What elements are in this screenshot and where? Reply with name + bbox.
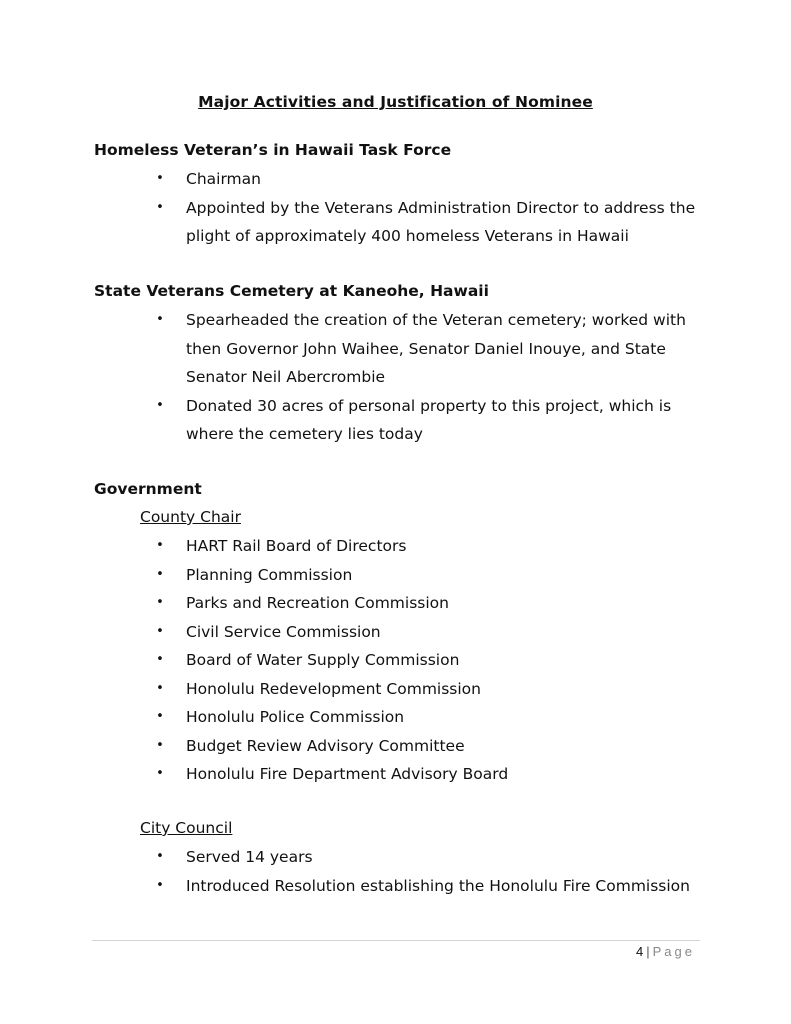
city-council-list [150,843,710,900]
bullet-icon: • [156,566,164,582]
footer-divider [92,940,700,941]
section-heading-task-force: Homeless Veteran’s in Hawaii Task Force [94,141,452,159]
subsection-heading-county-chair: County Chair [140,508,241,526]
bullet-icon: • [156,877,164,893]
list-item: • Civil Service Commission [150,618,710,647]
cemetery-list [150,306,710,449]
bullet-icon: • [156,397,164,413]
list-item: • Served 14 years [150,843,710,872]
list-item: • HART Rail Board of Directors [150,532,710,561]
page-number: 4 [636,944,644,959]
bullet-icon: • [156,680,164,696]
list-item: • Honolulu Police Commission [150,703,710,732]
list-item: • Chairman [150,165,710,194]
footer-separator: | [646,944,650,959]
list-item: • Appointed by the Veterans Administration Director to address the plight of approximately 400 homeless Veterans in Hawaii [150,194,710,251]
section-heading-cemetery: State Veterans Cemetery at Kaneohe, Hawaii [94,282,489,300]
list-item: • Introduced Resolution establishing the Honolulu Fire Commission [150,872,710,901]
bullet-icon: • [156,623,164,639]
bullet-icon: • [156,766,164,781]
page-title: Major Activities and Justification of Nominee [198,93,593,111]
list-item: • Spearheaded the creation of the Veteran cemetery; worked with then Governor John Waihee, Senator Daniel Inouye, and State Senator Neil Abercrombie [150,306,710,392]
page-footer [636,944,695,959]
task-force-list [150,165,710,251]
list-item: • Planning Commission [150,561,710,590]
section-heading-government: Government [94,480,202,498]
bullet-icon: • [156,538,164,553]
subsection-heading-city-council: City Council [140,819,233,837]
bullet-icon: • [156,737,164,753]
list-item: • Board of Water Supply Commission [150,646,710,675]
list-item: • Donated 30 acres of personal property to this project, which is where the cemetery lies today [150,392,710,449]
list-item: • Honolulu Redevelopment Commission [150,675,710,704]
list-item: • Budget Review Advisory Committee [150,732,710,761]
list-item: • Parks and Recreation Commission [150,589,710,618]
bullet-icon: • [156,595,164,610]
bullet-icon: • [156,652,164,667]
list-item: • Honolulu Fire Department Advisory Board [150,760,710,789]
bullet-icon: • [156,199,164,215]
bullet-icon: • [156,171,164,186]
bullet-icon: • [156,312,164,327]
bullet-icon: • [156,709,164,724]
bullet-icon: • [156,849,164,864]
county-chair-list [150,532,710,789]
page-label: Page [652,944,695,959]
